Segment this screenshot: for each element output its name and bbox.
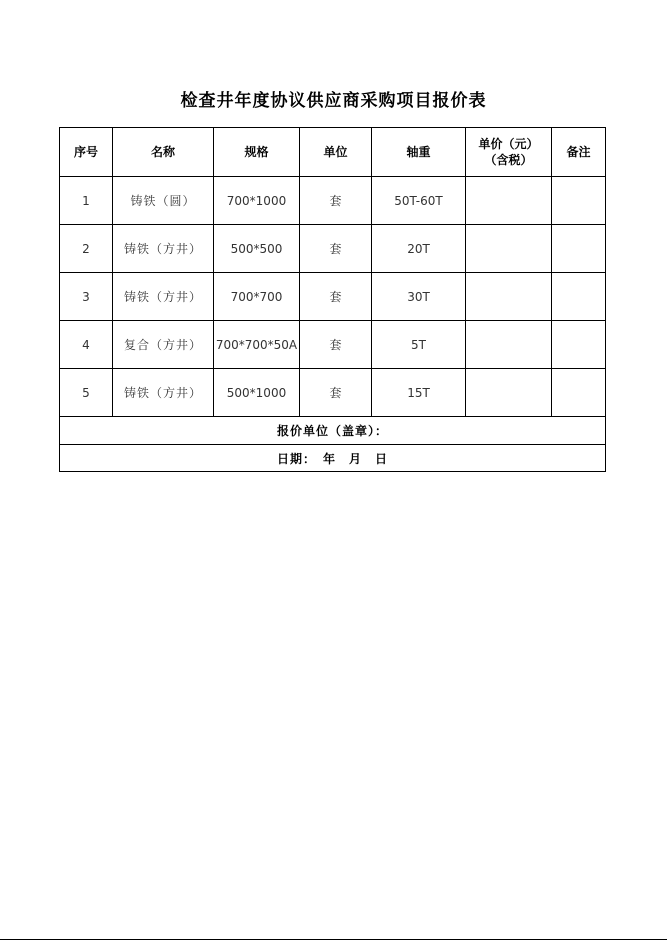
- header-price-line1: 单价（元）: [478, 137, 539, 151]
- cell-name: 铸铁（圆）: [113, 177, 214, 225]
- quotation-table: [59, 127, 606, 472]
- header-unit: 单位: [300, 128, 372, 177]
- table-row: [60, 225, 606, 273]
- cell-remark[interactable]: [552, 177, 606, 225]
- cell-axle-load: 50T-60T: [372, 177, 466, 225]
- table-header-row: [60, 128, 606, 177]
- cell-seq: 3: [60, 273, 113, 321]
- cell-remark[interactable]: [552, 321, 606, 369]
- header-name: 名称: [113, 128, 214, 177]
- document-title: 检查井年度协议供应商采购项目报价表: [180, 91, 487, 111]
- cell-axle-load: 20T: [372, 225, 466, 273]
- footer-row-date: [60, 445, 606, 472]
- cell-unit: 套: [300, 369, 372, 417]
- cell-unit: 套: [300, 273, 372, 321]
- header-spec: 规格: [214, 128, 300, 177]
- cell-unit: 套: [300, 321, 372, 369]
- cell-name: 铸铁（方井）: [113, 273, 214, 321]
- page-bottom-rule: [0, 939, 667, 940]
- cell-spec: 700*1000: [214, 177, 300, 225]
- cell-seq: 2: [60, 225, 113, 273]
- header-axle-load: 轴重: [372, 128, 466, 177]
- cell-axle-load: 15T: [372, 369, 466, 417]
- cell-seq: 1: [60, 177, 113, 225]
- header-unit-price: [466, 128, 552, 177]
- cell-price[interactable]: [466, 321, 552, 369]
- cell-name: 铸铁（方井）: [113, 225, 214, 273]
- cell-axle-load: 5T: [372, 321, 466, 369]
- cell-axle-load: 30T: [372, 273, 466, 321]
- footer-row-quote-unit: [60, 417, 606, 445]
- cell-seq: 4: [60, 321, 113, 369]
- table-row: [60, 369, 606, 417]
- cell-remark[interactable]: [552, 225, 606, 273]
- cell-name: 复合（方井）: [113, 321, 214, 369]
- cell-price[interactable]: [466, 177, 552, 225]
- cell-unit: 套: [300, 225, 372, 273]
- cell-remark[interactable]: [552, 273, 606, 321]
- cell-spec: 700*700: [214, 273, 300, 321]
- cell-remark[interactable]: [552, 369, 606, 417]
- cell-spec: 700*700*50A: [214, 321, 300, 369]
- cell-price[interactable]: [466, 369, 552, 417]
- header-remark: 备注: [552, 128, 606, 177]
- table-row: [60, 321, 606, 369]
- cell-seq: 5: [60, 369, 113, 417]
- header-price-line2: （含税）: [484, 153, 533, 167]
- cell-name: 铸铁（方井）: [113, 369, 214, 417]
- date-field[interactable]: 日期： 年 月 日: [60, 445, 606, 472]
- table-row: [60, 273, 606, 321]
- cell-price[interactable]: [466, 273, 552, 321]
- header-seq: 序号: [60, 128, 113, 177]
- cell-unit: 套: [300, 177, 372, 225]
- cell-spec: 500*1000: [214, 369, 300, 417]
- table-row: [60, 177, 606, 225]
- quote-unit-stamp-field[interactable]: 报价单位（盖章）：: [60, 417, 606, 445]
- cell-spec: 500*500: [214, 225, 300, 273]
- cell-price[interactable]: [466, 225, 552, 273]
